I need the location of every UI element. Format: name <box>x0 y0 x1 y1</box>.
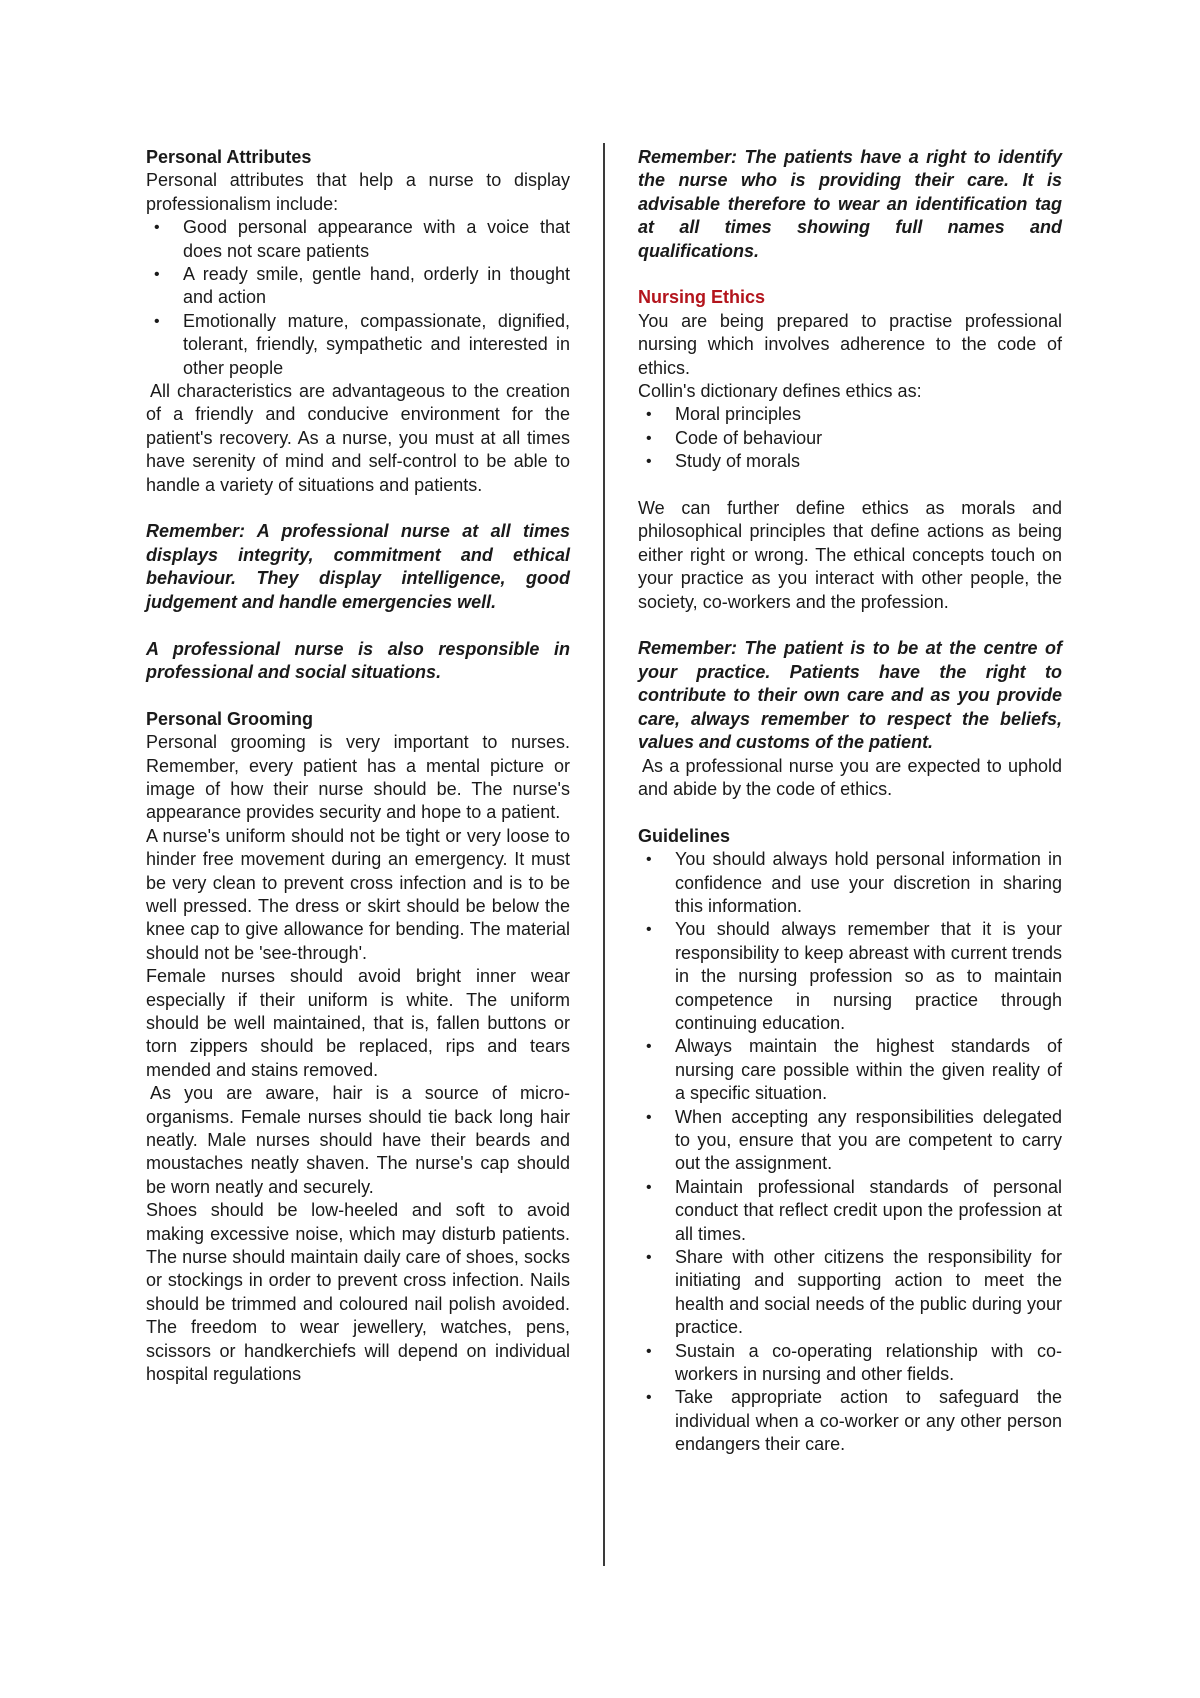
grooming-paragraph: As you are aware, hair is a source of micro-organisms. Female nurses should tie back long hair neatly. Male nurses should have their beards and moustaches neatly shaven. The nurse's cap should be worn neatly and securely. <box>146 1083 570 1197</box>
bullet-icon: • <box>646 406 652 424</box>
bullet-icon: • <box>646 1178 652 1196</box>
right-column <box>638 146 1062 1457</box>
list-item: • Always maintain the highest standards of nursing care possible within the given reality of a specific situation. <box>646 1036 1062 1104</box>
ethics-list <box>638 403 1062 473</box>
personal-attributes-heading: Personal Attributes <box>146 147 312 167</box>
nursing-ethics-heading: Nursing Ethics <box>638 287 766 308</box>
list-item: • Share with other citizens the responsibility for initiating and supporting action to meet the health and social needs of the public during your practice. <box>646 1247 1062 1338</box>
list-item: • Study of morals <box>638 450 1062 473</box>
bullet-icon: • <box>646 1038 652 1056</box>
remember-identification-note: Remember: The patients have a right to identify the nurse who is providing their care. It is advisable therefore to wear an identification tag at all times showing full names and qualifications. <box>638 147 1062 261</box>
bullet-icon: • <box>154 219 160 237</box>
list-item: • Good personal appearance with a voice that does not scare patients <box>154 217 570 261</box>
bullet-icon: • <box>646 1108 652 1126</box>
list-item: • You should always remember that it is your responsibility to keep abreast with current trends in the nursing profession so as to maintain competence in nursing practice through continuing education. <box>646 919 1062 1033</box>
bullet-icon: • <box>646 1249 652 1267</box>
attributes-intro: Personal attributes that help a nurse to display professionalism include: <box>146 170 570 214</box>
list-item: • Maintain professional standards of personal conduct that reflect credit upon the profession at all times. <box>646 1176 1062 1244</box>
list-item: • When accepting any responsibilities delegated to you, ensure that you are competent to carry out the assignment. <box>646 1106 1062 1174</box>
remember-integrity-note: Remember: A professional nurse at all times displays integrity, commitment and ethical behaviour. They display intelligence, good judgement and handle emergencies well. <box>146 521 570 612</box>
list-item: • Sustain a co-operating relationship with co-workers in nursing and other fields. <box>646 1340 1062 1385</box>
attributes-list <box>146 216 570 380</box>
bullet-icon: • <box>646 453 652 471</box>
ethics-definition-intro: Collin's dictionary defines ethics as: <box>638 381 922 402</box>
ethics-intro: You are being prepared to practise professional nursing which involves adherence to the code of ethics. <box>638 310 1062 378</box>
remember-patient-centre-note: Remember: The patient is to be at the centre of your practice. Patients have the right to contribute to their own care and as you provide care, always remember to respect the beliefs, values and customs of the patient. <box>638 638 1062 753</box>
guidelines-list <box>638 848 1062 1457</box>
personal-grooming-heading: Personal Grooming <box>146 708 314 729</box>
grooming-paragraph: A nurse's uniform should not be tight or very loose to hinder free movement during an emergency. It must be very clean to prevent cross infection and is to be well pressed. The dress or skirt should be below the knee cap to give allowance for bending. The material should not be 'see-through'. <box>146 825 570 963</box>
bullet-icon: • <box>646 1389 652 1407</box>
bullet-icon: • <box>646 851 652 869</box>
grooming-paragraph: Personal grooming is very important to nurses. Remember, every patient has a mental picture or image of how their nurse should be. The nurse's appearance provides security and hope to a patient. <box>146 732 570 823</box>
guidelines-heading: Guidelines <box>638 825 731 846</box>
list-item: • Take appropriate action to safeguard the individual when a co-worker or any other person endangers their care. <box>646 1387 1062 1455</box>
bullet-icon: • <box>154 266 160 284</box>
column-divider <box>603 143 605 1566</box>
grooming-paragraph: Female nurses should avoid bright inner wear especially if their uniform is white. The uniform should be well maintained, that is, fallen buttons or torn zippers should be replaced, rips and tears mended and stains removed. <box>146 966 570 1080</box>
left-column <box>146 146 570 1386</box>
list-item: • Emotionally mature, compassionate, dignified, tolerant, friendly, sympathetic and interested in other people <box>154 310 570 378</box>
attributes-paragraph: All characteristics are advantageous to the creation of a friendly and conducive environment for the patient's recovery. As a nurse, you must at all times have serenity of mind and self-control to be able to handle a variety of situations and patients. <box>146 381 570 495</box>
remember-responsible-note: A professional nurse is also responsible in professional and social situations. <box>146 638 570 682</box>
grooming-paragraph: Shoes should be low-heeled and soft to avoid making excessive noise, which may disturb patients. The nurse should maintain daily care of shoes, socks or stockings in order to prevent cross infection. Nails should be trimmed and coloured nail polish avoided. The freedom to wear jewellery, watches, pens, scissors or handkerchiefs will depend on individual hospital regulations <box>146 1200 570 1385</box>
bullet-icon: • <box>646 1342 652 1360</box>
list-item: • A ready smile, gentle hand, orderly in thought and action <box>154 264 570 308</box>
ethics-paragraph: We can further define ethics as morals and philosophical principles that define actions as being either right or wrong. The ethical concepts touch on your practice as you interact with other people, the society, co-workers and the profession. <box>638 498 1062 612</box>
list-item: • Moral principles <box>638 403 1062 426</box>
list-item: • Code of behaviour <box>638 427 1062 450</box>
list-item: • You should always hold personal information in confidence and use your discretion in sharing this information. <box>646 849 1062 916</box>
bullet-icon: • <box>154 312 160 330</box>
bullet-icon: • <box>646 921 652 939</box>
uphold-paragraph: As a professional nurse you are expected to uphold and abide by the code of ethics. <box>638 755 1062 799</box>
bullet-icon: • <box>646 429 652 447</box>
